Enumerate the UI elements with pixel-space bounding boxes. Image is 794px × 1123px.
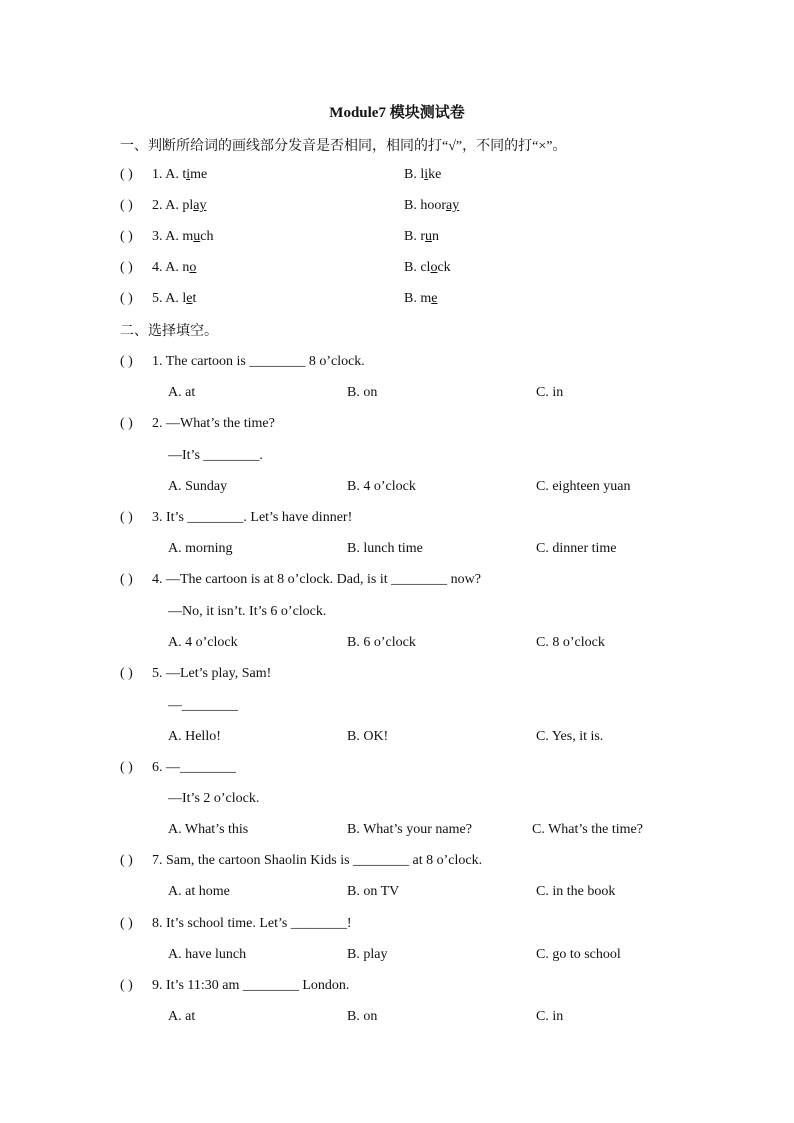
question-5 xyxy=(120,664,271,684)
q3-option-c[interactable]: C. dinner time xyxy=(536,541,617,556)
page-title: Module7 模块测试卷 xyxy=(329,105,465,121)
option-b-underlined: o xyxy=(430,260,438,275)
answer-blank[interactable]: ( ) xyxy=(120,916,133,931)
option-b-underlined: i xyxy=(424,167,429,182)
question-text: 3. It’s ________. Let’s have dinner! xyxy=(152,510,353,525)
question-9 xyxy=(120,976,349,996)
q6-option-a[interactable]: A. What’s this xyxy=(168,822,249,837)
question-7 xyxy=(120,851,482,871)
q2-option-c[interactable]: C. eighteen yuan xyxy=(536,479,631,494)
q1-option-b[interactable]: B. on xyxy=(347,385,378,400)
q5-dialogue-line: —________ xyxy=(168,698,238,713)
q9-option-b[interactable]: B. on xyxy=(347,1009,378,1024)
option-b-prefix: B. hoor xyxy=(404,198,446,213)
option-a-prefix: A. n xyxy=(165,260,190,275)
question-1 xyxy=(120,352,365,372)
q1-option-a[interactable]: A. at xyxy=(168,385,196,400)
q6-option-b[interactable]: B. What’s your name? xyxy=(347,822,472,837)
option-b-underlined: ay xyxy=(446,198,460,213)
s1-item-5-b xyxy=(404,289,437,309)
option-a-prefix: A. m xyxy=(165,229,194,244)
option-a-prefix: A. l xyxy=(165,291,187,306)
answer-blank[interactable]: ( ) xyxy=(120,291,133,306)
q7-option-b[interactable]: B. on TV xyxy=(347,884,400,899)
s1-item-2 xyxy=(120,196,206,216)
option-b-prefix: B. cl xyxy=(404,260,431,275)
item-number: 3. xyxy=(152,229,163,244)
q6-option-c[interactable]: C. What’s the time? xyxy=(532,822,643,837)
answer-blank[interactable]: ( ) xyxy=(120,572,133,587)
q1-option-c[interactable]: C. in xyxy=(536,385,564,400)
q8-option-c[interactable]: C. go to school xyxy=(536,947,621,962)
q6-dialogue-line: —It’s 2 o’clock. xyxy=(168,791,260,806)
s1-item-3 xyxy=(120,227,213,247)
answer-blank[interactable]: ( ) xyxy=(120,167,133,182)
q5-option-b[interactable]: B. OK! xyxy=(347,729,389,744)
answer-blank[interactable]: ( ) xyxy=(120,416,133,431)
question-3 xyxy=(120,508,352,528)
answer-blank[interactable]: ( ) xyxy=(120,510,133,525)
section1-heading: 一、判断所给词的画线部分发音是否相同，相同的打“√”，不同的打“×”。 xyxy=(120,139,567,154)
q4-option-b[interactable]: B. 6 o’clock xyxy=(347,635,416,650)
answer-blank[interactable]: ( ) xyxy=(120,760,133,775)
answer-blank[interactable]: ( ) xyxy=(120,666,133,681)
item-number: 1. xyxy=(152,167,163,182)
q4-dialogue-line: —No, it isn’t. It’s 6 o’clock. xyxy=(168,604,327,619)
question-2 xyxy=(120,414,275,434)
answer-blank[interactable]: ( ) xyxy=(120,978,133,993)
option-a-suffix: me xyxy=(190,167,208,182)
q2-option-b[interactable]: B. 4 o’clock xyxy=(347,479,416,494)
option-a-underlined: ay xyxy=(193,198,207,213)
q9-option-c[interactable]: C. in xyxy=(536,1009,564,1024)
question-text: 2. —What’s the time? xyxy=(152,416,275,431)
answer-blank[interactable]: ( ) xyxy=(120,354,133,369)
q8-option-a[interactable]: A. have lunch xyxy=(168,947,247,962)
option-b-suffix: ke xyxy=(428,167,442,182)
option-b-prefix: B. m xyxy=(404,291,432,306)
item-number: 5. xyxy=(152,291,163,306)
section2-heading: 二、选择填空。 xyxy=(120,324,218,339)
q7-option-a[interactable]: A. at home xyxy=(168,884,230,899)
q3-option-b[interactable]: B. lunch time xyxy=(347,541,423,556)
option-a-suffix: ch xyxy=(200,229,214,244)
option-a-underlined: o xyxy=(189,260,197,275)
answer-blank[interactable]: ( ) xyxy=(120,198,133,213)
s1-item-5 xyxy=(120,289,196,309)
q2-dialogue-line: —It’s ________. xyxy=(168,448,263,463)
s1-item-4-b xyxy=(404,258,451,278)
question-text: 7. Sam, the cartoon Shaolin Kids is ________ at 8 o’clock. xyxy=(152,853,483,868)
q7-option-c[interactable]: C. in the book xyxy=(536,884,616,899)
s1-item-4 xyxy=(120,258,196,278)
s1-item-1-b xyxy=(404,165,441,185)
q3-option-a[interactable]: A. morning xyxy=(168,541,233,556)
option-b-suffix: n xyxy=(432,229,439,244)
q4-option-a[interactable]: A. 4 o’clock xyxy=(168,635,238,650)
question-text: 5. —Let’s play, Sam! xyxy=(152,666,272,681)
question-text: 8. It’s school time. Let’s ________! xyxy=(152,916,352,931)
item-number: 4. xyxy=(152,260,163,275)
s1-item-1 xyxy=(120,165,207,185)
option-b-underlined: e xyxy=(431,291,438,306)
option-b-prefix: B. l xyxy=(404,167,425,182)
question-8 xyxy=(120,914,351,934)
option-b-suffix: ck xyxy=(437,260,451,275)
s1-item-3-b xyxy=(404,227,439,247)
answer-blank[interactable]: ( ) xyxy=(120,853,133,868)
q5-option-c[interactable]: C. Yes, it is. xyxy=(536,729,604,744)
q8-option-b[interactable]: B. play xyxy=(347,947,388,962)
option-a-suffix: t xyxy=(192,291,197,306)
option-b-underlined: u xyxy=(425,229,432,244)
option-a-underlined: e xyxy=(186,291,193,306)
option-a-prefix: A. t xyxy=(165,167,187,182)
s1-item-2-b xyxy=(404,196,459,216)
option-a-underlined: u xyxy=(193,229,201,244)
q2-option-a[interactable]: A. Sunday xyxy=(168,479,228,494)
option-a-prefix: A. pl xyxy=(165,198,194,213)
q4-option-c[interactable]: C. 8 o’clock xyxy=(536,635,605,650)
option-b-prefix: B. r xyxy=(404,229,425,244)
option-a-underlined: i xyxy=(186,167,191,182)
question-4 xyxy=(120,570,481,590)
question-6 xyxy=(120,758,236,778)
answer-blank[interactable]: ( ) xyxy=(120,260,133,275)
answer-blank[interactable]: ( ) xyxy=(120,229,133,244)
question-text: 4. —The cartoon is at 8 o’clock. Dad, is it ________ now? xyxy=(152,572,481,587)
q9-option-a[interactable]: A. at xyxy=(168,1009,196,1024)
question-text: 1. The cartoon is ________ 8 o’clock. xyxy=(152,354,365,369)
question-text: 9. It’s 11:30 am ________ London. xyxy=(152,978,350,993)
q5-option-a[interactable]: A. Hello! xyxy=(168,729,221,744)
item-number: 2. xyxy=(152,198,163,213)
question-text: 6. —________ xyxy=(152,760,236,775)
